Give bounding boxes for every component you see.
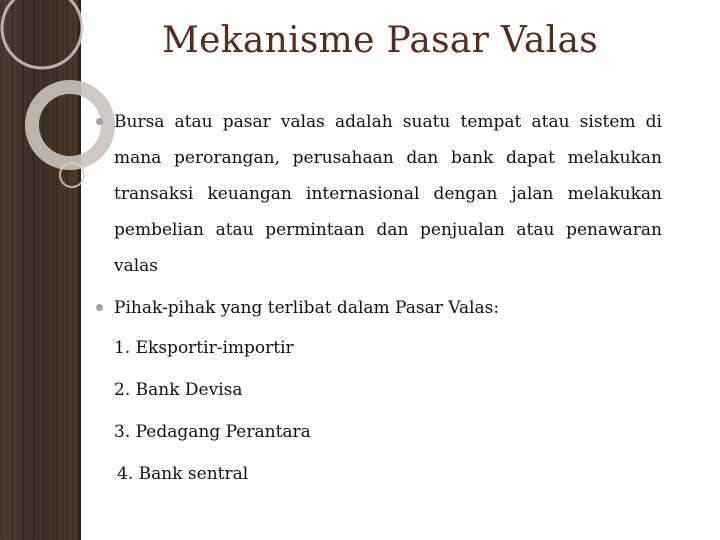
slide-content	[96, 104, 662, 502]
list-item: 2. Bank Devisa	[114, 380, 243, 400]
large-ring	[2, 0, 82, 68]
bullet-dot-icon	[96, 304, 103, 311]
list-item: 1. Eksportir-importir	[114, 338, 294, 358]
bullet-parties	[96, 294, 662, 322]
slide-title: Mekanisme Pasar Valas	[161, 20, 599, 61]
parties-heading: Pihak-pihak yang terlibat dalam Pasar Valas:	[114, 298, 500, 318]
list-item: 3. Pedagang Perantara	[114, 422, 311, 442]
bullet-definition	[96, 104, 662, 284]
definition-text: Bursa atau pasar valas adalah suatu tempat atau sistem di mana perorangan, perusahaan dan bank dapat melakukan transaksi keuangan internasional dengan jalan melakukan pembelian atau permintaan dan penjualan atau penawaran valas	[114, 112, 662, 276]
bullet-dot-icon	[96, 118, 103, 125]
parties-list	[96, 334, 662, 502]
list-item: 4. Bank sentral	[117, 464, 249, 484]
